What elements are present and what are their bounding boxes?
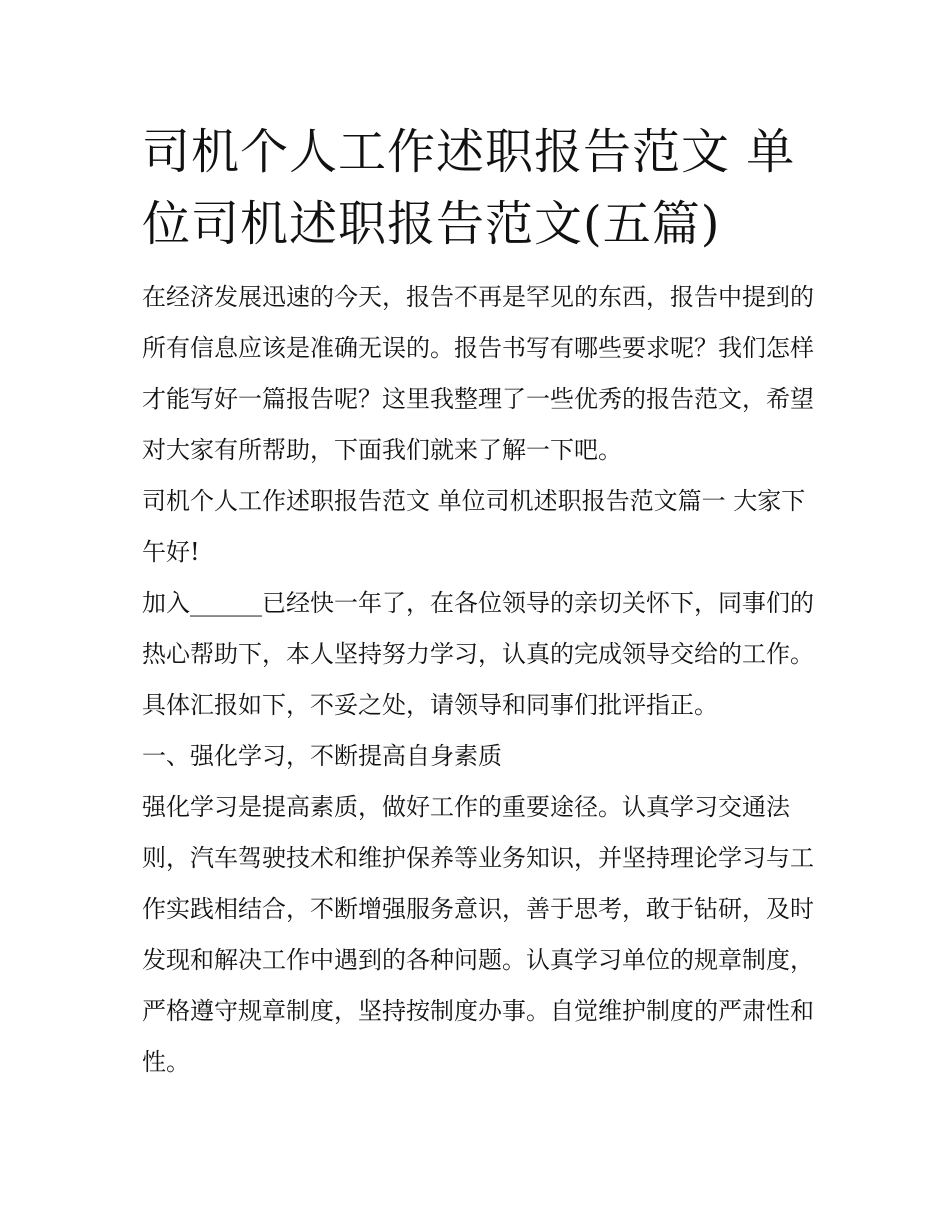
document-title: 司机个人工作述职报告范文 单位司机述职报告范文(五篇) bbox=[142, 124, 796, 252]
section-heading-paragraph: 司机个人工作述职报告范文 单位司机述职报告范文篇一 大家下午好! bbox=[142, 487, 806, 566]
intro-paragraph: 在经济发展迅速的今天，报告不再是罕见的东西，报告中提到的所有信息应该是准确无误的。报告书写有哪些要求呢？我们怎样才能写好一篇报告呢？这里我整理了一些优秀的报告范文，希望对大家有所帮助，下面我们就来了解一下吧。 bbox=[142, 283, 814, 464]
body-paragraph: 加入______已经快一年了，在各位领导的亲切关怀下，同事们的热心帮助下，本人坚持努力学习，认真的完成领导交给的工作。具体汇报如下，不妥之处，请领导和同事们批评指正。 bbox=[142, 589, 814, 719]
subheading-paragraph: 一、强化学习，不断提高自身素质 bbox=[142, 742, 502, 770]
document-page bbox=[142, 116, 814, 1088]
body-paragraph: 强化学习是提高素质，做好工作的重要途径。认真学习交通法则，汽车驾驶技术和维护保养等业务知识，并坚持理论学习与工作实践相结合，不断增强服务意识，善于思考，敢于钻研，及时发现和解决工作中遇到的各种问题。认真学习单位的规章制度，严格遵守规章制度，坚持按制度办事。自觉维护制度的严肃性和性。 bbox=[142, 793, 814, 1076]
